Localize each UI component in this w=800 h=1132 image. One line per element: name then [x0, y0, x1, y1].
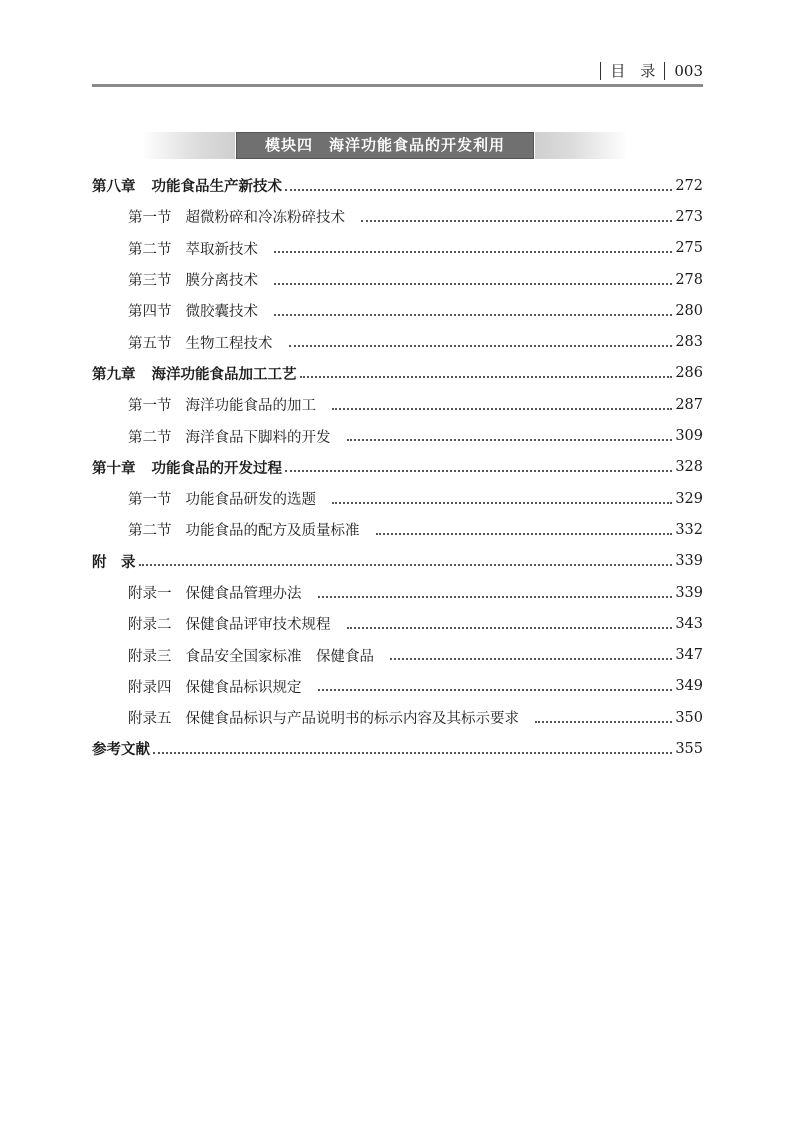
toc-entry-label: 参考文献: [92, 742, 150, 759]
toc-entry-label: 附录二: [128, 617, 172, 634]
toc-page-number: 332: [675, 521, 703, 538]
dot-leader: [139, 564, 673, 566]
toc-page-number: 328: [675, 459, 703, 476]
toc-entry-label: 附录四: [128, 679, 172, 696]
toc-page-number: 283: [675, 334, 703, 351]
toc-entry-title: 功能食品的配方及质量标准: [185, 523, 360, 540]
dot-leader: [332, 408, 672, 410]
toc-entry-title: 生物工程技术: [185, 335, 273, 352]
toc-page-number: 272: [675, 177, 703, 194]
toc-entry-title: 海洋功能食品的加工: [185, 398, 316, 415]
toc-chapter-entry[interactable]: [92, 546, 703, 577]
toc-entry-label: 第九章: [92, 366, 136, 383]
toc-section-entry[interactable]: [92, 326, 703, 357]
dot-leader: [376, 533, 673, 535]
toc-entry-label: 第一节: [128, 210, 172, 227]
toc-entry-label: 第十章: [92, 460, 136, 477]
header-rule: [92, 84, 703, 87]
dot-leader: [285, 189, 672, 191]
header-inner: [591, 62, 703, 80]
header-divider: [600, 62, 601, 80]
header-section-title: 目 录: [610, 62, 656, 80]
toc-entry-label: 第一节: [128, 398, 172, 415]
toc-section-entry[interactable]: [92, 295, 703, 326]
toc-page-number: 275: [675, 240, 703, 257]
toc-entry-title: 食品安全国家标准 保健食品: [185, 648, 374, 665]
toc-section-entry[interactable]: [92, 608, 703, 639]
toc-entry-title: 功能食品生产新技术: [151, 179, 282, 196]
toc-section-entry[interactable]: [92, 483, 703, 514]
dot-leader: [153, 752, 672, 754]
toc-entry-title: 海洋食品下脚料的开发: [185, 429, 331, 446]
toc-section-entry[interactable]: [92, 514, 703, 545]
toc-section-entry[interactable]: [92, 264, 703, 295]
dot-leader: [347, 439, 673, 441]
toc-page-number: 309: [675, 428, 703, 445]
header-divider: [664, 62, 665, 80]
running-header: [92, 58, 703, 82]
toc-page-number: 343: [675, 615, 703, 632]
toc-page-number: 355: [675, 740, 703, 757]
toc-page-number: 280: [675, 302, 703, 319]
toc-section-entry[interactable]: [92, 201, 703, 232]
table-of-contents: [92, 170, 703, 765]
dot-leader: [535, 721, 672, 723]
dot-leader: [332, 502, 672, 504]
toc-page-number: 287: [675, 396, 703, 413]
toc-chapter-entry[interactable]: [92, 170, 703, 201]
toc-entry-label: 第八章: [92, 179, 136, 196]
toc-page-number: 350: [675, 709, 703, 726]
toc-page-number: 339: [675, 584, 703, 601]
dot-leader: [274, 314, 672, 316]
toc-entry-title: 超微粉碎和冷冻粉碎技术: [185, 210, 345, 227]
dot-leader: [318, 596, 673, 598]
dot-leader: [347, 627, 673, 629]
toc-chapter-entry[interactable]: [92, 452, 703, 483]
toc-page-number: 349: [675, 678, 703, 695]
dot-leader: [300, 376, 673, 378]
toc-entry-title: 微胶囊技术: [185, 304, 258, 321]
toc-entry-title: 保健食品标识规定: [185, 679, 302, 696]
toc-entry-label: 第五节: [128, 335, 172, 352]
toc-page-number: 273: [675, 208, 703, 225]
toc-entry-label: 第二节: [128, 523, 172, 540]
dot-leader: [285, 470, 672, 472]
toc-entry-title: 海洋功能食品加工工艺: [151, 366, 297, 383]
toc-section-entry[interactable]: [92, 389, 703, 420]
dot-leader: [361, 220, 672, 222]
toc-entry-label: 第四节: [128, 304, 172, 321]
toc-entry-label: 附 录: [92, 554, 136, 571]
toc-page-number: 339: [675, 553, 703, 570]
toc-section-entry[interactable]: [92, 702, 703, 733]
toc-page-number: 347: [675, 647, 703, 664]
dot-leader: [390, 658, 672, 660]
toc-entry-label: 附录五: [128, 711, 172, 728]
toc-chapter-entry[interactable]: [92, 733, 703, 764]
header-page-number: 003: [674, 62, 703, 80]
dot-leader: [318, 689, 673, 691]
toc-section-entry[interactable]: [92, 639, 703, 670]
toc-chapter-entry[interactable]: [92, 358, 703, 389]
module-banner: [142, 132, 628, 159]
toc-page-number: 329: [675, 490, 703, 507]
toc-entry-title: 功能食品的开发过程: [151, 460, 282, 477]
toc-section-entry[interactable]: [92, 671, 703, 702]
toc-entry-label: 第二节: [128, 429, 172, 446]
toc-section-entry[interactable]: [92, 420, 703, 451]
toc-entry-title: 保健食品管理办法: [185, 586, 302, 602]
toc-page-number: 286: [675, 365, 703, 382]
toc-page-number: 278: [675, 271, 703, 288]
toc-entry-title: 膜分离技术: [185, 273, 258, 290]
banner-gradient-right: [535, 132, 628, 159]
dot-leader: [289, 345, 673, 347]
toc-entry-title: 功能食品研发的选题: [185, 492, 316, 509]
toc-entry-label: 附录三: [128, 648, 172, 665]
dot-leader: [274, 251, 672, 253]
dot-leader: [274, 283, 672, 285]
toc-entry-label: 第二节: [128, 241, 172, 258]
toc-entry-label: 第一节: [128, 492, 172, 509]
toc-entry-label: 附录一: [128, 586, 172, 602]
toc-entry-title: 保健食品评审技术规程: [185, 617, 331, 634]
toc-section-entry[interactable]: [92, 233, 703, 264]
toc-entry-label: 第三节: [128, 273, 172, 290]
toc-section-entry[interactable]: [92, 577, 703, 608]
toc-entry-title: 保健食品标识与产品说明书的标示内容及其标示要求: [185, 711, 519, 728]
module-title: 模块四 海洋功能食品的开发利用: [236, 132, 534, 159]
toc-entry-title: 萃取新技术: [185, 241, 258, 258]
banner-gradient-left: [142, 132, 235, 159]
